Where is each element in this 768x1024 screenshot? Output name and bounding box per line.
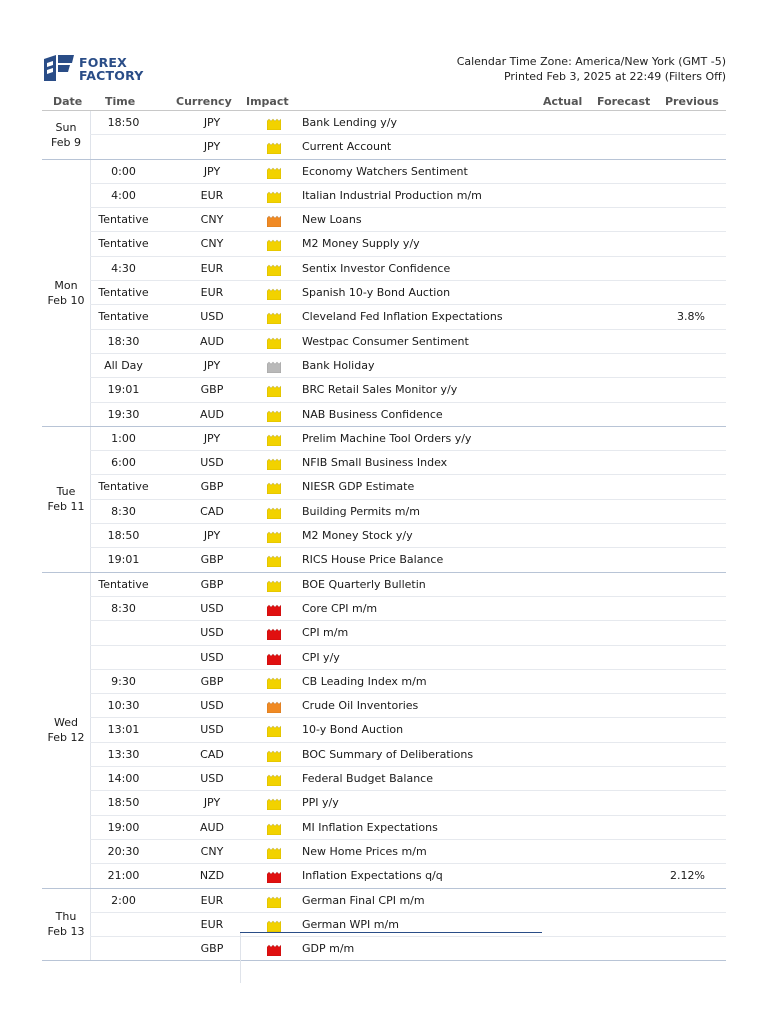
impact-low-icon[interactable] bbox=[267, 191, 281, 203]
event-currency: CAD bbox=[200, 747, 224, 761]
impact-low-icon[interactable] bbox=[267, 920, 281, 932]
event-currency: USD bbox=[200, 772, 224, 786]
day-group bbox=[42, 889, 726, 962]
printed-label: Printed Feb 3, 2025 at 22:49 (Filters Off) bbox=[503, 70, 726, 83]
event-time: 1:00 bbox=[111, 431, 136, 445]
event-currency: GBP bbox=[200, 577, 224, 591]
impact-high-icon[interactable] bbox=[267, 871, 281, 883]
event-title[interactable]: BOE Quarterly Bulletin bbox=[302, 577, 426, 591]
forex-factory-logo[interactable] bbox=[42, 53, 142, 85]
event-currency: CNY bbox=[200, 844, 224, 858]
day-group bbox=[42, 427, 726, 573]
impact-low-icon[interactable] bbox=[267, 385, 281, 397]
event-time: 9:30 bbox=[111, 674, 136, 688]
event-row[interactable] bbox=[90, 281, 726, 305]
event-row[interactable] bbox=[90, 524, 726, 548]
event-currency: AUD bbox=[199, 820, 225, 834]
impact-low-icon[interactable] bbox=[267, 312, 281, 324]
event-time: Tentative bbox=[98, 286, 149, 300]
impact-low-icon[interactable] bbox=[267, 677, 281, 689]
event-currency: USD bbox=[200, 310, 224, 324]
impact-low-icon[interactable] bbox=[267, 434, 281, 446]
event-title[interactable]: New Loans bbox=[302, 213, 362, 227]
event-currency: GBP bbox=[200, 674, 224, 688]
impact-high-icon[interactable] bbox=[267, 628, 281, 640]
event-row[interactable] bbox=[90, 305, 726, 329]
event-title[interactable]: Federal Budget Balance bbox=[302, 772, 433, 786]
event-currency: USD bbox=[200, 699, 224, 713]
date-cell bbox=[42, 111, 91, 159]
event-time: 8:30 bbox=[111, 601, 136, 615]
event-title[interactable]: Westpac Consumer Sentiment bbox=[302, 334, 469, 348]
date-cell bbox=[42, 427, 91, 572]
event-row[interactable] bbox=[90, 621, 726, 645]
event-currency: GBP bbox=[200, 480, 224, 494]
event-title[interactable]: Core CPI m/m bbox=[302, 601, 378, 615]
event-row[interactable] bbox=[90, 767, 726, 791]
event-currency: AUD bbox=[199, 407, 225, 421]
impact-high-icon[interactable] bbox=[267, 604, 281, 616]
impact-low-icon[interactable] bbox=[267, 239, 281, 251]
event-title[interactable]: 10-y Bond Auction bbox=[302, 723, 404, 737]
calendar-table bbox=[42, 111, 726, 961]
impact-low-icon[interactable] bbox=[267, 288, 281, 300]
date-label: Feb 9 bbox=[51, 135, 81, 149]
col-forecast-header: Forecast bbox=[597, 95, 651, 108]
event-currency: NZD bbox=[199, 869, 225, 883]
event-title[interactable]: German Final CPI m/m bbox=[302, 893, 425, 907]
event-time: 4:30 bbox=[111, 261, 136, 275]
impact-low-icon[interactable] bbox=[267, 823, 281, 835]
impact-low-icon[interactable] bbox=[267, 798, 281, 810]
day-group bbox=[42, 160, 726, 427]
event-time: 18:50 bbox=[107, 529, 140, 543]
event-title[interactable]: BOC Summary of Deliberations bbox=[302, 747, 474, 761]
event-title[interactable]: New Home Prices m/m bbox=[302, 844, 427, 858]
event-title[interactable]: PPI y/y bbox=[302, 796, 339, 810]
impact-low-icon[interactable] bbox=[267, 896, 281, 908]
event-title[interactable]: Inflation Expectations q/q bbox=[302, 869, 443, 883]
event-row[interactable] bbox=[90, 208, 726, 232]
event-row[interactable] bbox=[90, 597, 726, 621]
event-row[interactable] bbox=[90, 475, 726, 499]
event-row[interactable] bbox=[90, 791, 726, 815]
impact-low-icon[interactable] bbox=[267, 580, 281, 592]
event-title[interactable]: Economy Watchers Sentiment bbox=[302, 164, 468, 178]
event-row[interactable] bbox=[90, 403, 726, 426]
event-currency: JPY bbox=[203, 164, 221, 178]
event-row[interactable] bbox=[90, 135, 726, 158]
event-row[interactable] bbox=[90, 354, 726, 378]
event-row[interactable] bbox=[90, 232, 726, 256]
weekday-label: Wed bbox=[54, 716, 78, 730]
event-title[interactable]: NAB Business Confidence bbox=[302, 407, 443, 421]
event-row[interactable] bbox=[90, 573, 726, 597]
impact-holiday-icon[interactable] bbox=[267, 361, 281, 373]
event-row[interactable] bbox=[90, 864, 726, 887]
event-currency: USD bbox=[200, 723, 224, 737]
impact-medium-icon[interactable] bbox=[267, 215, 281, 227]
event-title[interactable]: CPI y/y bbox=[302, 650, 340, 664]
event-title[interactable]: GDP m/m bbox=[302, 942, 355, 956]
event-title[interactable]: CB Leading Index m/m bbox=[302, 674, 427, 688]
event-row[interactable] bbox=[90, 160, 726, 184]
weekday-label: Mon bbox=[54, 278, 78, 292]
impact-low-icon[interactable] bbox=[267, 482, 281, 494]
date-label: Feb 11 bbox=[47, 500, 85, 514]
footer-divider-vertical bbox=[240, 933, 241, 983]
date-cell bbox=[42, 889, 91, 961]
event-time: 19:30 bbox=[107, 407, 140, 421]
event-previous: 2.12% bbox=[670, 869, 705, 883]
table-header bbox=[42, 94, 726, 111]
event-currency: EUR bbox=[200, 286, 224, 300]
event-title[interactable]: Building Permits m/m bbox=[302, 504, 420, 518]
impact-low-icon[interactable] bbox=[267, 458, 281, 470]
event-title[interactable]: Cleveland Fed Inflation Expectations bbox=[302, 310, 503, 324]
print-info bbox=[457, 54, 726, 84]
impact-low-icon[interactable] bbox=[267, 725, 281, 737]
impact-low-icon[interactable] bbox=[267, 847, 281, 859]
impact-low-icon[interactable] bbox=[267, 118, 281, 130]
event-title[interactable]: M2 Money Stock y/y bbox=[302, 529, 413, 543]
event-time: 21:00 bbox=[107, 869, 140, 883]
event-time: Tentative bbox=[98, 213, 149, 227]
event-currency: JPY bbox=[203, 140, 221, 154]
date-cell bbox=[42, 573, 91, 888]
event-time: Tentative bbox=[98, 480, 149, 494]
impact-low-icon[interactable] bbox=[267, 142, 281, 154]
col-time-header: Time bbox=[105, 95, 136, 108]
event-row[interactable] bbox=[90, 257, 726, 281]
impact-low-icon[interactable] bbox=[267, 750, 281, 762]
event-title[interactable]: NFIB Small Business Index bbox=[302, 456, 448, 470]
event-currency: USD bbox=[200, 601, 224, 615]
event-title[interactable]: CPI m/m bbox=[302, 626, 349, 640]
impact-medium-icon[interactable] bbox=[267, 701, 281, 713]
event-time: 20:30 bbox=[107, 844, 140, 858]
event-time: 6:00 bbox=[111, 456, 136, 470]
impact-low-icon[interactable] bbox=[267, 264, 281, 276]
event-row[interactable] bbox=[90, 718, 726, 742]
logo-word-1: FOREX bbox=[79, 55, 127, 70]
date-label: Feb 10 bbox=[47, 293, 85, 307]
weekday-label: Tue bbox=[56, 485, 76, 499]
event-row[interactable] bbox=[90, 500, 726, 524]
col-currency-header: Currency bbox=[176, 95, 232, 108]
impact-low-icon[interactable] bbox=[267, 555, 281, 567]
event-row[interactable] bbox=[90, 913, 726, 937]
event-row[interactable] bbox=[90, 548, 726, 571]
event-row[interactable] bbox=[90, 694, 726, 718]
event-currency: EUR bbox=[200, 917, 224, 931]
event-time: 14:00 bbox=[107, 772, 140, 786]
event-time: 13:30 bbox=[107, 747, 140, 761]
event-row[interactable] bbox=[90, 184, 726, 208]
event-time: 19:01 bbox=[107, 383, 140, 397]
date-cell bbox=[42, 160, 91, 426]
event-title[interactable]: Bank Lending y/y bbox=[302, 116, 398, 129]
impact-low-icon[interactable] bbox=[267, 167, 281, 179]
event-currency: AUD bbox=[199, 334, 225, 348]
event-time: 10:30 bbox=[107, 699, 140, 713]
event-time: 4:00 bbox=[111, 188, 136, 202]
event-title[interactable]: Crude Oil Inventories bbox=[302, 699, 419, 713]
event-currency: JPY bbox=[203, 431, 221, 445]
event-row[interactable] bbox=[90, 111, 726, 135]
impact-low-icon[interactable] bbox=[267, 774, 281, 786]
event-row[interactable] bbox=[90, 937, 726, 960]
impact-high-icon[interactable] bbox=[267, 944, 281, 956]
col-date-header: Date bbox=[53, 95, 83, 108]
event-currency: JPY bbox=[203, 796, 221, 810]
event-currency: JPY bbox=[203, 116, 221, 129]
event-time: 13:01 bbox=[107, 723, 140, 737]
event-time: All Day bbox=[104, 358, 143, 372]
event-title[interactable]: M2 Money Supply y/y bbox=[302, 237, 420, 251]
day-group bbox=[42, 573, 726, 889]
event-time: 0:00 bbox=[111, 164, 136, 178]
event-time: 18:50 bbox=[107, 796, 140, 810]
event-row[interactable] bbox=[90, 743, 726, 767]
event-currency: GBP bbox=[200, 942, 224, 956]
weekday-label: Sun bbox=[55, 120, 77, 134]
event-title[interactable]: Italian Industrial Production m/m bbox=[302, 188, 482, 202]
event-time: Tentative bbox=[98, 577, 149, 591]
event-time: 18:30 bbox=[107, 334, 140, 348]
event-currency: GBP bbox=[200, 553, 224, 567]
event-row[interactable] bbox=[90, 840, 726, 864]
logo-word-2: FACTORY bbox=[79, 68, 144, 83]
col-impact-header: Impact bbox=[246, 95, 289, 108]
event-currency: USD bbox=[200, 650, 224, 664]
footer-divider bbox=[240, 932, 542, 933]
event-currency: USD bbox=[200, 626, 224, 640]
event-time: Tentative bbox=[98, 310, 149, 324]
event-currency: EUR bbox=[200, 188, 224, 202]
event-title[interactable]: BRC Retail Sales Monitor y/y bbox=[302, 383, 458, 397]
event-currency: JPY bbox=[203, 529, 221, 543]
event-time: 19:01 bbox=[107, 553, 140, 567]
event-title[interactable]: Prelim Machine Tool Orders y/y bbox=[302, 431, 472, 445]
event-currency: CAD bbox=[200, 504, 224, 518]
event-title[interactable]: RICS House Price Balance bbox=[302, 553, 444, 567]
event-previous: 3.8% bbox=[677, 310, 705, 324]
impact-low-icon[interactable] bbox=[267, 531, 281, 543]
event-row[interactable] bbox=[90, 427, 726, 451]
event-time: 2:00 bbox=[111, 893, 136, 907]
impact-low-icon[interactable] bbox=[267, 337, 281, 349]
event-title[interactable]: German WPI m/m bbox=[302, 917, 399, 931]
timezone-label: Calendar Time Zone: America/New York (GMT -5) bbox=[456, 55, 726, 68]
event-currency: USD bbox=[200, 456, 224, 470]
event-row[interactable] bbox=[90, 451, 726, 475]
event-title[interactable]: MI Inflation Expectations bbox=[302, 820, 438, 834]
forex-factory-logo-icon bbox=[42, 53, 76, 83]
event-currency: EUR bbox=[200, 893, 224, 907]
weekday-label: Thu bbox=[55, 910, 77, 924]
day-group bbox=[42, 111, 726, 160]
event-time: 8:30 bbox=[111, 504, 136, 518]
date-label: Feb 13 bbox=[47, 925, 85, 939]
impact-low-icon[interactable] bbox=[267, 507, 281, 519]
event-time: 18:50 bbox=[107, 116, 140, 129]
col-previous-header: Previous bbox=[665, 95, 719, 108]
impact-high-icon[interactable] bbox=[267, 653, 281, 665]
event-title[interactable]: Sentix Investor Confidence bbox=[302, 261, 451, 275]
event-title[interactable]: NIESR GDP Estimate bbox=[302, 480, 415, 494]
event-title[interactable]: Bank Holiday bbox=[302, 358, 375, 372]
event-row[interactable] bbox=[90, 816, 726, 840]
event-time: Tentative bbox=[98, 237, 149, 251]
event-currency: CNY bbox=[200, 213, 224, 227]
event-row[interactable] bbox=[90, 889, 726, 913]
event-currency: JPY bbox=[203, 358, 221, 372]
col-actual-header: Actual bbox=[543, 95, 583, 108]
event-currency: EUR bbox=[200, 261, 224, 275]
event-row[interactable] bbox=[90, 378, 726, 402]
event-title[interactable]: Current Account bbox=[302, 140, 392, 154]
event-currency: GBP bbox=[200, 383, 224, 397]
event-currency: CNY bbox=[200, 237, 224, 251]
event-time: 19:00 bbox=[107, 820, 140, 834]
event-title[interactable]: Spanish 10-y Bond Auction bbox=[302, 286, 451, 300]
impact-low-icon[interactable] bbox=[267, 410, 281, 422]
date-label: Feb 12 bbox=[47, 731, 85, 745]
event-row[interactable] bbox=[90, 646, 726, 670]
event-row[interactable] bbox=[90, 330, 726, 354]
event-row[interactable] bbox=[90, 670, 726, 694]
